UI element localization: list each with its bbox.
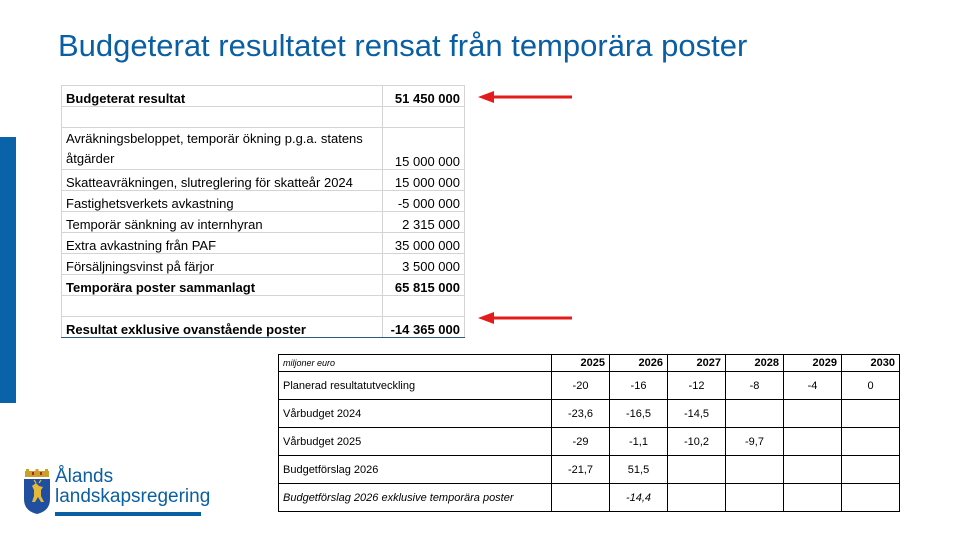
row-value: 15 000 000	[383, 170, 465, 191]
table-row	[62, 233, 465, 254]
row-value: 2 315 000	[383, 212, 465, 233]
row-value: 3 500 000	[383, 254, 465, 275]
cell-value: -23,6	[552, 400, 610, 428]
row-label: Budgetförslag 2026	[279, 456, 552, 484]
cell-value: -4	[784, 372, 842, 400]
table-row	[62, 191, 465, 212]
cell-value: 51,5	[610, 456, 668, 484]
row-label: Budgetförslag 2026 exklusive temporära poster	[279, 484, 552, 512]
row-value: -14 365 000	[383, 317, 465, 338]
cell-value	[842, 428, 900, 456]
table-row	[62, 170, 465, 191]
cell-value	[668, 484, 726, 512]
table-row	[279, 484, 900, 512]
table-row	[279, 372, 900, 400]
logo-underline	[55, 512, 201, 516]
result-development-table	[278, 354, 900, 512]
row-label: Skatteavräkningen, slutreglering för skatteår 2024	[62, 170, 383, 191]
cell-value: -10,2	[668, 428, 726, 456]
cell-value	[784, 456, 842, 484]
cell-value: -1,1	[610, 428, 668, 456]
table-row	[62, 86, 465, 107]
table-header-row	[279, 355, 900, 372]
table-row	[62, 317, 465, 338]
year-header: 2028	[726, 355, 784, 372]
cell-value: -29	[552, 428, 610, 456]
cell-value	[842, 484, 900, 512]
cell-value: -16	[610, 372, 668, 400]
cell-value	[726, 456, 784, 484]
table-row	[62, 296, 465, 317]
logo-text-line2: landskapsregering	[55, 486, 211, 507]
red-arrow-icon	[478, 312, 574, 324]
cell-value: 0	[842, 372, 900, 400]
row-value	[383, 107, 465, 128]
cell-value: -14,5	[668, 400, 726, 428]
row-value: 35 000 000	[383, 233, 465, 254]
unit-label: miljoner euro	[279, 355, 552, 372]
row-label: Försäljningsvinst på färjor	[62, 254, 383, 275]
table-row	[279, 400, 900, 428]
table-row	[62, 107, 465, 128]
cell-value	[668, 456, 726, 484]
cell-value: -8	[726, 372, 784, 400]
row-label: Avräkningsbeloppet, temporär ökning p.g.a. statens åtgärder	[62, 128, 383, 170]
row-label: Vårbudget 2024	[279, 400, 552, 428]
row-label: Planerad resultatutveckling	[279, 372, 552, 400]
table-row	[279, 428, 900, 456]
cell-value	[552, 484, 610, 512]
cell-value: -9,7	[726, 428, 784, 456]
slide-title: Budgeterat resultatet rensat från temporära poster	[58, 28, 748, 63]
cell-value: -20	[552, 372, 610, 400]
cell-value	[726, 400, 784, 428]
year-header: 2030	[842, 355, 900, 372]
year-header: 2026	[610, 355, 668, 372]
cell-value	[784, 400, 842, 428]
cell-value	[784, 484, 842, 512]
year-header: 2029	[784, 355, 842, 372]
row-label: Budgeterat resultat	[62, 86, 383, 107]
logo-text-line1: Ålands	[55, 466, 114, 487]
row-label: Temporära poster sammanlagt	[62, 275, 383, 296]
cell-value: -12	[668, 372, 726, 400]
cell-value	[842, 456, 900, 484]
row-label: Extra avkastning från PAF	[62, 233, 383, 254]
budget-items-table	[61, 85, 465, 338]
cell-value	[726, 484, 784, 512]
row-label: Vårbudget 2025	[279, 428, 552, 456]
row-label: Fastighetsverkets avkastning	[62, 191, 383, 212]
table-row	[62, 212, 465, 233]
row-label	[62, 107, 383, 128]
cell-value: -14,4	[610, 484, 668, 512]
row-label: Resultat exklusive ovanstående poster	[62, 317, 383, 338]
aland-coat-of-arms-icon	[22, 469, 52, 515]
left-accent-bar	[0, 137, 16, 403]
table-row	[62, 275, 465, 296]
row-value: 15 000 000	[383, 128, 465, 170]
table-row	[279, 456, 900, 484]
year-header: 2025	[552, 355, 610, 372]
row-value	[383, 296, 465, 317]
cell-value	[784, 428, 842, 456]
year-header: 2027	[668, 355, 726, 372]
table-row	[62, 128, 465, 170]
row-value: 65 815 000	[383, 275, 465, 296]
row-value: -5 000 000	[383, 191, 465, 212]
row-label	[62, 296, 383, 317]
red-arrow-icon	[478, 91, 574, 103]
cell-value: -21,7	[552, 456, 610, 484]
row-value: 51 450 000	[383, 86, 465, 107]
row-label: Temporär sänkning av internhyran	[62, 212, 383, 233]
cell-value: -16,5	[610, 400, 668, 428]
cell-value	[842, 400, 900, 428]
table-row	[62, 254, 465, 275]
